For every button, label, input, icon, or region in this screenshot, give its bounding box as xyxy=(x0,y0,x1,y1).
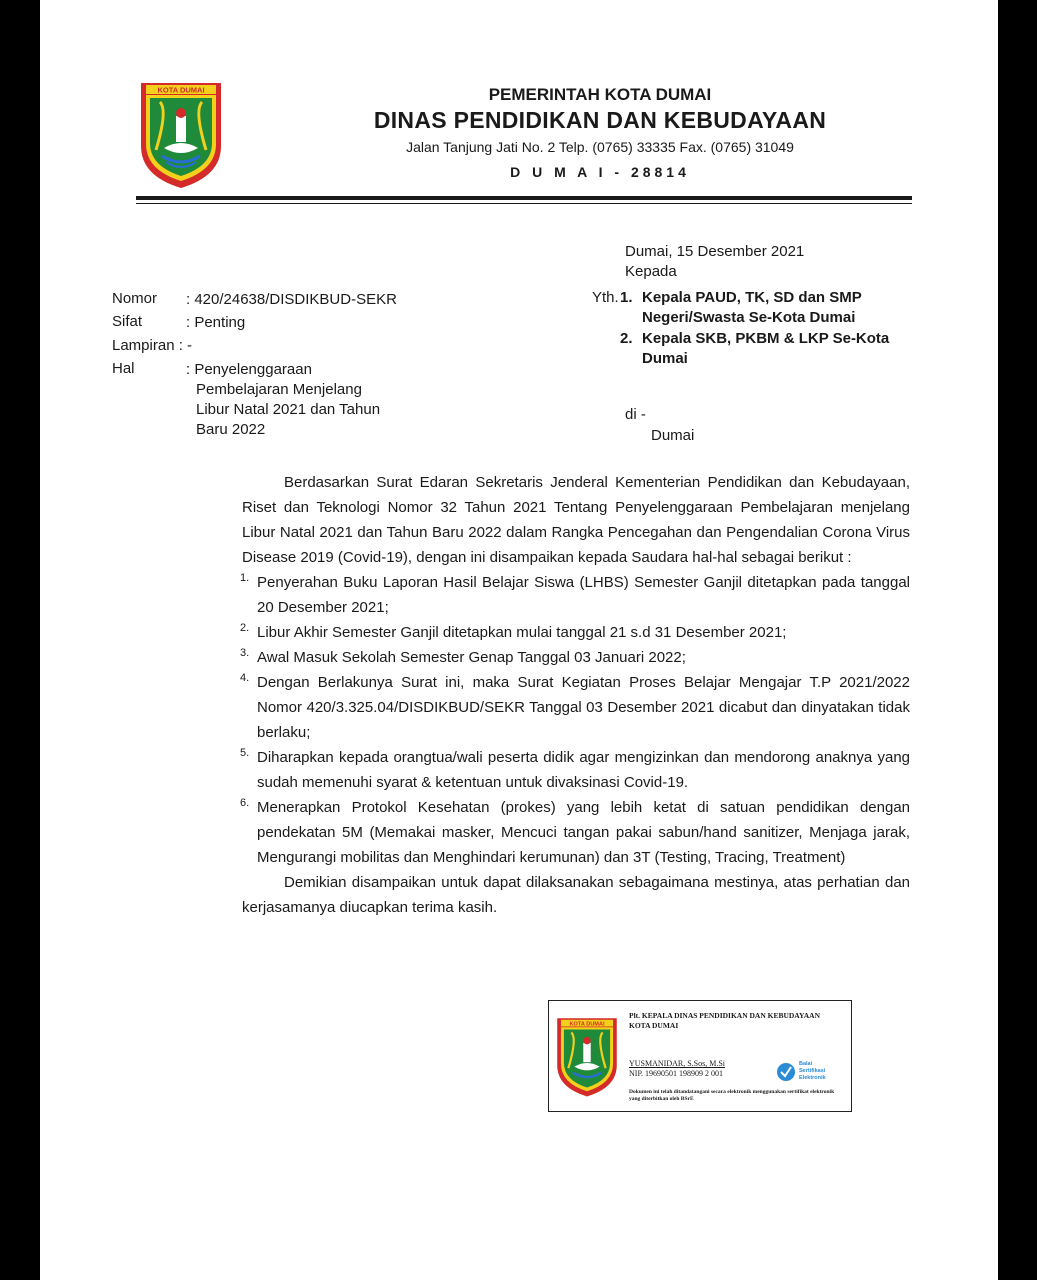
lampiran-label: Lampiran : - xyxy=(112,337,193,354)
signer-title-line2: KOTA DUMAI xyxy=(629,1021,679,1030)
list-item-number: 4. xyxy=(240,672,250,684)
hal-label: Hal xyxy=(112,360,135,377)
hal-line-1: : Penyelenggaraan xyxy=(186,361,312,378)
list-item-number: 6. xyxy=(240,797,250,809)
signer-identity xyxy=(629,1059,725,1079)
city-postal-code: D U M A I - 28814 xyxy=(510,164,690,180)
recipient-1-number: 1. xyxy=(620,289,633,306)
kepada-label: Kepada xyxy=(625,263,677,280)
list-item-number: 5. xyxy=(240,747,250,759)
signer-nip: NIP. 19690501 198909 2 001 xyxy=(629,1069,724,1078)
bsre-label-line3: Elektronik xyxy=(799,1075,826,1081)
list-item xyxy=(242,745,910,795)
list-item xyxy=(242,645,910,670)
agency-address: Jalan Tanjung Jati No. 2 Telp. (0765) 33335 Fax. (0765) 31049 xyxy=(406,139,794,155)
logo-caption: KOTA DUMAI xyxy=(569,1021,605,1028)
list-item xyxy=(242,670,910,745)
recipient-1-line2: Negeri/Swasta Se-Kota Dumai xyxy=(642,309,856,326)
signer-name: YUSMANIDAR, S.Sos, M.Si xyxy=(629,1059,726,1068)
recipient-2-number: 2. xyxy=(620,330,633,347)
list-item-number: 2. xyxy=(240,622,250,634)
bsre-label-line2: Sertifikasi xyxy=(799,1068,826,1074)
list-item-text: Libur Akhir Semester Ganjil ditetapkan mulai tanggal 21 s.d 31 Desember 2021; xyxy=(257,624,787,641)
list-item-number: 1. xyxy=(240,572,250,584)
esign-note: Dokumen ini telah ditandatangani secara elektronik menggunakan sertifikat elektronik yang diterbitkan oleh BSrE xyxy=(629,1089,835,1102)
list-item xyxy=(242,795,910,870)
place-date: Dumai, 15 Desember 2021 xyxy=(625,243,805,260)
yth-label: Yth. xyxy=(592,289,619,306)
government-name: PEMERINTAH KOTA DUMAI xyxy=(488,85,712,104)
sifat-label: Sifat xyxy=(112,313,143,330)
letter-body xyxy=(242,470,910,920)
bsre-label xyxy=(799,1061,826,1082)
hal-line-3: Libur Natal 2021 dan Tahun xyxy=(196,401,381,418)
intro-paragraph: Berdasarkan Surat Edaran Sekretaris Jenderal Kementerian Pendidikan dan Kebudayaan, Riset dan Teknologi Nomor 32 Tahun 2021 Tentang Penyelenggaraan Pembelajaran menjelang Libur Natal 2021 dan Tahun Baru 2022 dalam Rangka Pencegahan dan Pengendalian Corona Virus Disease 2019 (Covid-19), dengan ini disampaikan kepada Saudara hal-hal sebagai berikut : xyxy=(242,474,910,566)
closing-paragraph: Demikian disampaikan untuk dapat dilaksanakan sebagaimana mestinya, atas perhatian dan kerjasamanya diucapkan terima kasih. xyxy=(242,874,910,916)
list-item-text: Awal Masuk Sekolah Semester Genap Tanggal 03 Januari 2022; xyxy=(257,649,686,666)
list-item xyxy=(242,620,910,645)
bsre-label-line1: Balai xyxy=(799,1061,813,1067)
letter-page xyxy=(40,0,998,1280)
agency-name: DINAS PENDIDIKAN DAN KEBUDAYAAN xyxy=(373,107,827,133)
di-city: Dumai xyxy=(651,427,695,444)
nomor-value: : 420/24638/DISDIKBUD-SEKR xyxy=(186,291,397,308)
recipient-2-line1: Kepala SKB, PKBM & LKP Se-Kota xyxy=(642,330,890,347)
list-item-text: Menerapkan Protokol Kesehatan (prokes) yang lebih ketat di satuan pendidikan dengan pendekatan 5M (Memakai masker, Mencuci tangan pakai sabun/hand sanitizer, Menjaga jarak, Mengurangi mobilitas dan Menghindari kerumunan) dan 3T (Testing, Tracing, Treatment) xyxy=(257,799,910,866)
kota-dumai-coat-of-arms-logo xyxy=(138,80,224,190)
list-item-text: Penyerahan Buku Laporan Hasil Belajar Siswa (LHBS) Semester Ganjil ditetapkan pada tanggal 20 Desember 2021; xyxy=(257,574,910,616)
header-divider-thick xyxy=(136,196,912,200)
nomor-label: Nomor xyxy=(112,290,158,307)
logo-caption: KOTA DUMAI xyxy=(157,85,205,95)
hal-line-4: Baru 2022 xyxy=(196,421,266,438)
list-item-number: 3. xyxy=(240,647,250,659)
electronic-signature-box xyxy=(548,1000,852,1112)
header-divider-thin xyxy=(136,203,912,204)
sifat-value: : Penting xyxy=(186,314,246,331)
signer-title-line1: Plt. KEPALA DINAS PENDIDIKAN DAN KEBUDAYAAN xyxy=(629,1011,820,1020)
hal-line-2: Pembelajaran Menjelang xyxy=(196,381,362,398)
signer-title xyxy=(629,1011,820,1031)
kota-dumai-coat-of-arms-logo xyxy=(555,1009,619,1105)
list-item-text: Dengan Berlakunya Surat ini, maka Surat Kegiatan Proses Belajar Mengajar T.P 2021/2022 Nomor 420/3.325.04/DISDIKBUD/SEKR Tanggal 03 Desember 2021 dicabut dan dinyatakan tidak berlaku; xyxy=(257,674,910,741)
recipient-2-line2: Dumai xyxy=(642,350,688,367)
di-label: di - xyxy=(625,406,646,423)
list-item-text: Diharapkan kepada orangtua/wali peserta didik agar mengizinkan dan mendorong anaknya yang sudah memenuhi syarat & ketentuan untuk divaksinasi Covid-19. xyxy=(257,749,910,791)
recipient-1-line1: Kepala PAUD, TK, SD dan SMP xyxy=(642,289,862,306)
list-item xyxy=(242,570,910,620)
